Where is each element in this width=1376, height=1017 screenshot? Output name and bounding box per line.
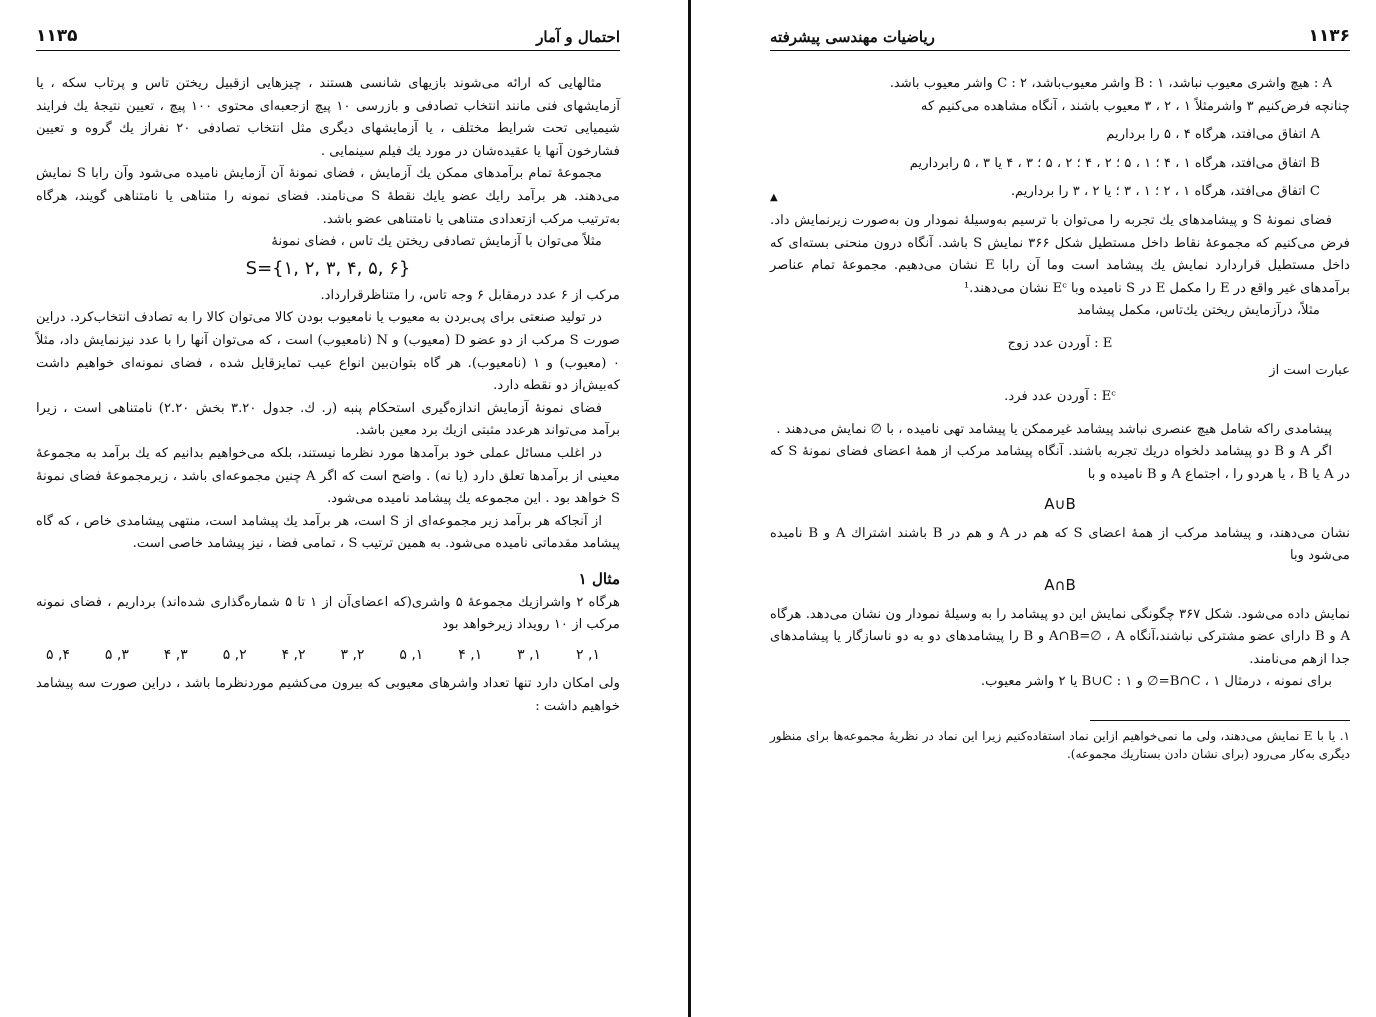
left-header-number: ۱۱۳۵	[36, 26, 78, 46]
pair-item: ۳, ۵	[104, 647, 129, 664]
paragraph: نمایش داده می‌شود. شکل ۳۶۷ چگونگی نمایش این دو پیشامد را به وسیلهٔ نمودار ون نشان می‌دهد. هرگاه A و B دارای عضو مشترکی نباشند،آنگاه A∩B=∅ ، A و B را پیشامدهای دو به دو ناسازگار یا پیشامدهای جدا ازهم می‌نامند.	[770, 606, 1350, 667]
example-text: هرگاه ۲ واشرازیك مجموعهٔ ۵ واشری(که اعضای‌آن از ۱ تا ۵ شماره‌گذاری شده‌اند) برداریم ، فضای نمونه مرکب از ۱۰ رویداد زیرخواهد بود	[36, 594, 620, 633]
right-header-number: ۱۱۳۶	[1308, 26, 1350, 46]
pair-item: ۱, ۲	[576, 647, 600, 664]
paragraph: پیشامدی راکه شامل هیچ عنصری نباشد پیشامد غیرممکن یا پیشامد تهی نامیده ، با ∅ نمایش می‌دهند .	[776, 421, 1332, 437]
complement-intro: مثلاً، درآزمایش ریختن یك‌تاس، مکمل پیشامد	[1077, 303, 1320, 319]
example-heading: مثال ۱	[578, 569, 620, 588]
case-c-text: C اتفاق می‌افتد، هرگاه ۱ ، ۲ ؛ ۱ ، ۳ ؛ یا ۲ ، ۳ را برداریم.	[1010, 184, 1320, 200]
paragraph: مرکب از ۶ عدد درمقابل ۶ وجه تاس، را متناظرقرارداد.	[320, 287, 620, 303]
paragraph: مثالهایی که ارائه می‌شوند بازیهای شانسی هستند ، چیزهایی ازقبیل ریختن تاس و پرتاب سکه ، یا آزمایشهای فنی مانند انتخاب تصادفی و بازرسی ۱۰ پیچ ازجعبه‌ای محتوی ۱۰۰ پیچ ، تعیین نتیجهٔ یك فرایند شیمیایی تحت شرایط مختلف ، یا آزمایشهای دیگری مثل انتخاب تصادفی ۲۰ نفراز یك گروه و تعیین فشارخون آنها یا عقیده‌شان در مورد یك فیلم سینمایی .	[36, 76, 621, 159]
page-gutter	[688, 0, 691, 1017]
even-event: E : آوردن عدد زوج	[1007, 335, 1113, 351]
pair-item: ۲, ۵	[222, 647, 247, 664]
intersection-formula: A∩B	[1044, 575, 1076, 594]
closing-text: ولی امکان دارد تنها تعداد واشرهای معیوبی که بیرون می‌کشیم موردنظرما باشد ، دراین صورت سه پیشامد خواهیم داشت :	[36, 676, 620, 714]
paragraph: در تولید صنعتی برای پی‌بردن به معیوب یا نامعیوب بودن کالا می‌توان کالا را به تصادف انتخاب‌کرد. دراین صورت S مرکب از دو عضو D (معیوب) و N (نامعیوب) است ، که می‌توان آنها را با عدد نیزنمایش داد، مثلاً ۰ (معیوب) و ۱ (نامعیوب). هر گاه بتوان‌بین انواع عیب تمایزقایل شده ، فضای نمونه‌ای خواهیم داشت که‌بیش‌از دو نقطه دارد.	[36, 310, 621, 394]
is-text: عبارت است از	[1269, 362, 1350, 378]
pair-item: ۳, ۴	[163, 647, 188, 664]
pair-item: ۴, ۵	[46, 647, 70, 664]
case-b: B اتفاق می‌افتد، هرگاه ۱ ، ۴ ؛ ۱ ، ۵ ؛ ۲ ، ۴ ؛ ۲ ، ۵ ؛ ۳ ، ۴ یا ۳ ، ۵ رابرداریم	[909, 155, 1320, 171]
left-header-title: احتمال و آمار	[536, 28, 620, 46]
paragraph: اگر A و B دو پیشامد دلخواه دریك تجربه باشند. آنگاه پیشامد مرکب از همهٔ اعضای فضای نمونهٔ S که در A یا B ، یا هردو را ، اجتماع A و B نامیده و با	[770, 444, 1350, 482]
pair-item: ۲, ۴	[281, 647, 306, 664]
pair-item: ۲, ۳	[340, 647, 365, 664]
case-c	[770, 181, 1350, 204]
paragraph: از آنجاکه هر برآمد زیر مجموعه‌ای از S است، هر برآمد یك پیشامد است، منتهی پیشامدی خاص ، که گاه پیشامد مقدماتی نامیده می‌شود. به همین ترتیب S ، تمامی فضا ، نیز پیشامد خاصی است.	[36, 513, 620, 552]
intro-line: چنانچه فرض‌کنیم ۳ واشرمثلاً ۱ ، ۲ ، ۳ معیوب باشند ، آنگاه مشاهده می‌کنیم که	[920, 98, 1350, 114]
paragraph: فضای نمونهٔ S و پیشامدهای یك تجربه را می‌توان با ترسیم به‌وسیلهٔ نمودار ون به‌صورت زیرنمایش داد. فرض می‌کنیم که مجموعهٔ نقاط داخل مستطیل شکل ۳۶۶ نمایش S باشد. آنگاه درون منحنی بسته‌ای که داخل مستطیل قراردارد نمایش یك پیشامد است وما آن رابا E نشان می‌دهیم. مجموعهٔ تمام عناصر برآمدهای غیر واقع در E را مکمل E در S نامیده وبا Eᶜ نشان می‌دهند.¹	[770, 212, 1350, 296]
footnote-rule	[1090, 720, 1350, 721]
paragraph: در اغلب مسائل عملی خود برآمدها مورد نظرما نیستند، بلکه می‌خواهیم بدانیم که یك برآمد به مجموعهٔ معینی از برآمدها تعلق دارد (یا نه) . واضح است که اگر A چنین مجموعه‌ای باشد ، زیرمجموعهٔ فضای نمونهٔ S خواهد بود . این مجموعه یك پیشامد نامیده می‌شود.	[36, 445, 620, 507]
case-a: A اتفاق می‌افتد، هرگاه ۴ ، ۵ را برداریم	[1106, 127, 1320, 143]
pairs-list	[46, 647, 600, 663]
end-of-example-mark: ▲	[770, 192, 778, 204]
paragraph: نشان می‌دهند، و پیشامد مرکب از همهٔ اعضای S که هم در A و هم در B باشند اشتراك A و B نامیده می‌شود وبا	[770, 525, 1351, 564]
sample-space-formula: S={۱, ۲, ۳, ۴, ۵, ۶}	[245, 257, 411, 279]
pair-item: ۱, ۳	[517, 647, 542, 664]
right-header-title: ریاضیات مهندسی پیشرفته	[770, 28, 935, 46]
footnote: ۱. یا با E نمایش می‌دهند، ولی ما نمی‌خواهیم ازاین نماد استفاده‌کنیم زیرا این نماد در نظریهٔ مجموعه‌ها برای منظور دیگری به‌کار می‌رود (برای نشان دادن بستاریك مجموعه).	[770, 729, 1350, 762]
example-line: برای نمونه ، درمثال ۱ ، B∩C=∅ و B∪C : ۱ یا ۲ واشر معیوب.	[980, 674, 1332, 690]
pair-item: ۱, ۴	[458, 647, 483, 664]
event-definitions: A : هیچ واشری معیوب نباشد، B : ۱ واشر معیوب‌باشد، C : ۲ واشر معیوب باشد.	[889, 76, 1332, 91]
left-running-head	[36, 0, 620, 51]
pair-item: ۱, ۵	[399, 647, 424, 664]
paragraph: مثلاً می‌توان با آزمایش تصادفی ریختن یك تاس ، فضای نمونهٔ	[271, 234, 602, 250]
paragraph: مجموعهٔ تمام برآمدهای ممکن یك آزمایش ، فضای نمونهٔ آن آزمایش نامیده می‌شود وآن رابا S نمایش می‌دهند. هر برآمد رایك عضو یایك نقطهٔ S می‌نامند. فضای نمونه را متناهی یا نامتناهی گویند، هرگاه به‌ترتیب مرکب ازتعدادی متناهی یا نامتناهی عضو باشد.	[36, 166, 620, 227]
union-formula: A∪B	[1044, 494, 1076, 513]
odd-event: Eᶜ : آوردن عدد فرد.	[1004, 389, 1116, 405]
right-running-head	[770, 0, 1350, 51]
paragraph: فضای نمونهٔ آزمایش اندازه‌گیری استحکام پنبه (ر. ك. جدول ۳.۲۰ بخش ۲.۲۰) نامتناهی است ، زیرا برآمد می‌تواند هرعدد مثبتی ازیك برد معین باشد.	[36, 400, 620, 439]
right-page	[700, 0, 1376, 1017]
